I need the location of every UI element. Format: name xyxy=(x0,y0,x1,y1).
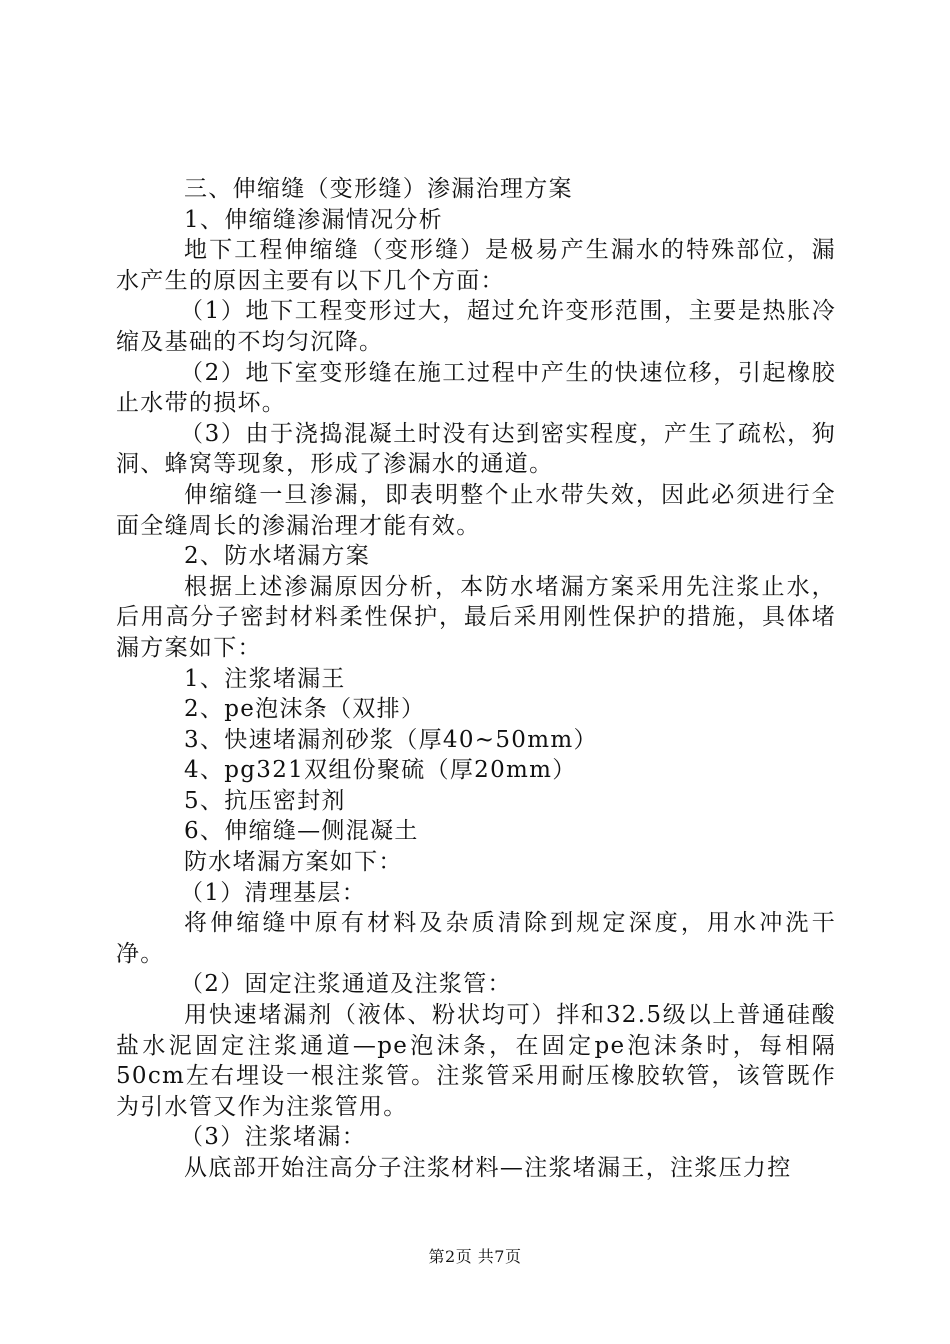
body-paragraph: 伸缩缝一旦渗漏，即表明整个止水带失效，因此必须进行全面全缝周长的渗漏治理才能有效。 xyxy=(116,481,836,539)
step-heading: （2）固定注浆通道及注浆管： xyxy=(180,971,512,998)
document-body xyxy=(116,174,836,1184)
body-paragraph: 根据上述渗漏原因分析，本防水堵漏方案采用先注浆止水，后用高分子密封材料柔性保护，最后采用刚性保护的措施，具体堵漏方案如下： xyxy=(116,573,836,661)
list-item: 6、伸缩缝—侧混凝土 xyxy=(184,818,419,845)
list-item: （2）地下室变形缝在施工过程中产生的快速位移，引起橡胶止水带的损坏。 xyxy=(116,359,836,417)
subsection-heading: 2、防水堵漏方案 xyxy=(184,543,371,570)
body-paragraph: 地下工程伸缩缝（变形缝）是极易产生漏水的特殊部位，漏水产生的原因主要有以下几个方面： xyxy=(116,237,836,294)
list-item: （3）由于浇捣混凝土时没有达到密实程度，产生了疏松，狗洞、蜂窝等现象，形成了渗漏水的通道。 xyxy=(116,420,836,478)
subsection-heading: 1、伸缩缝渗漏情况分析 xyxy=(184,206,443,233)
body-paragraph: 将伸缩缝中原有材料及杂质清除到规定深度，用水冲洗干净。 xyxy=(116,910,836,967)
list-item: 1、注浆堵漏王 xyxy=(184,665,346,692)
list-item: （1）地下工程变形过大，超过允许变形范围，主要是热胀冷缩及基础的不均匀沉降。 xyxy=(116,298,836,355)
step-heading: （3）注浆堵漏： xyxy=(180,1124,367,1151)
body-paragraph: 用快速堵漏剂（液体、粉状均可）拌和32.5级以上普通硅酸盐水泥固定注浆通道—pe泡沫条，在固定pe泡沫条时，每相隔50cm左右埋设一根注浆管。注浆管采用耐压橡胶软管，该管既作为引水管又作为注浆管用。 xyxy=(116,1002,836,1120)
body-paragraph: 从底部开始注高分子注浆材料—注浆堵漏王，注浆压力控 xyxy=(184,1155,792,1181)
body-paragraph: 防水堵漏方案如下： xyxy=(184,849,403,876)
page-number-footer: 第2页 共7页 xyxy=(428,1247,522,1266)
list-item: 4、pg321双组份聚硫（厚20mm） xyxy=(184,757,577,784)
list-item: 5、抗压密封剂 xyxy=(184,787,346,814)
list-item: 2、pe泡沫条（双排） xyxy=(184,696,426,723)
list-item: 3、快速堵漏剂砂浆（厚40~50mm） xyxy=(184,726,598,753)
step-heading: （1）清理基层： xyxy=(180,879,367,906)
section-heading: 三、伸缩缝（变形缝）渗漏治理方案 xyxy=(184,176,573,202)
